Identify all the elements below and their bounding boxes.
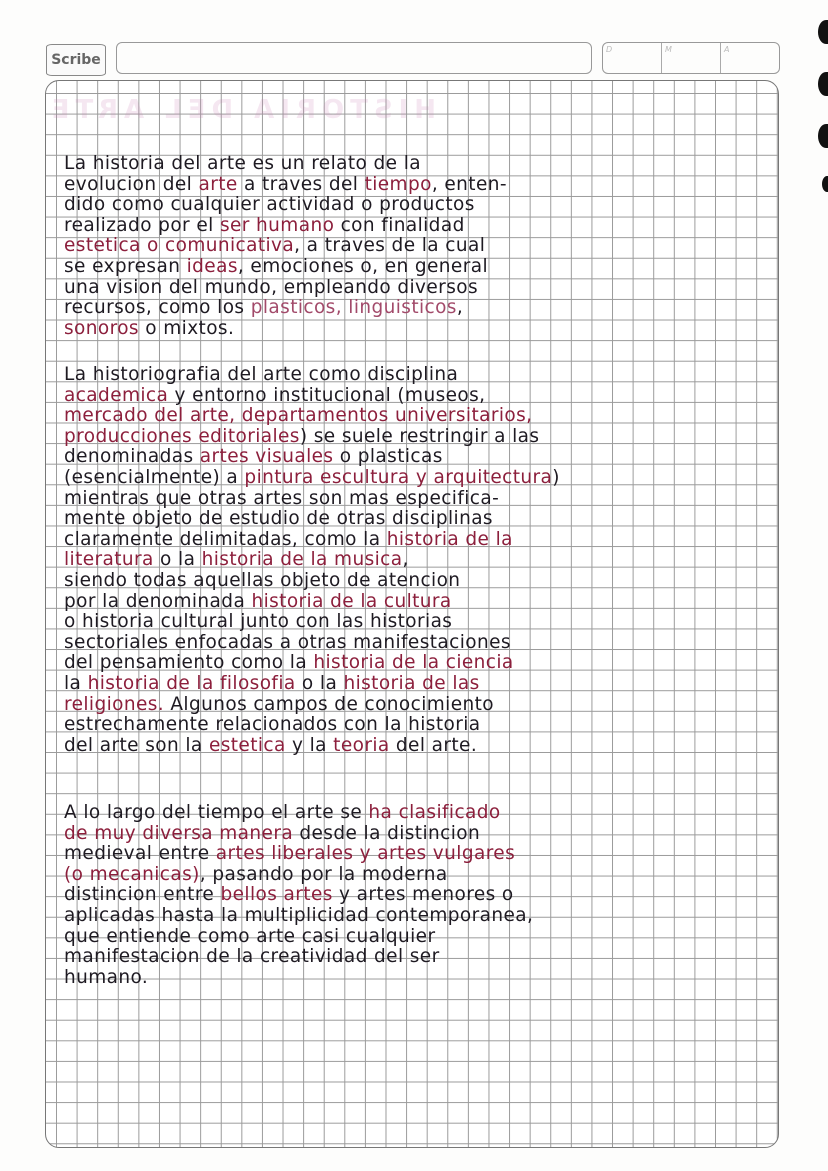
- text-line: [64, 427, 764, 448]
- text-segment: (esencialmente) a: [64, 466, 245, 489]
- text-line: [64, 715, 764, 736]
- text-line: [64, 154, 764, 175]
- paragraph-1: [64, 154, 764, 339]
- text-segment: literatura: [64, 549, 154, 571]
- text-segment: historia de la cultura: [251, 590, 452, 612]
- text-segment: , a traves de la cual: [294, 235, 486, 257]
- text-line: [64, 174, 764, 195]
- text-line: [64, 319, 764, 340]
- text-line: [64, 633, 764, 654]
- text-segment: del arte son la: [64, 734, 209, 756]
- text-line: [64, 926, 764, 947]
- text-segment: del arte.: [389, 734, 478, 756]
- text-segment: historia de la filosofia: [87, 672, 296, 695]
- text-line: [64, 447, 764, 468]
- text-segment: academica: [64, 384, 169, 406]
- text-segment: del pensamiento como la: [64, 652, 314, 674]
- text-segment: o plasticas: [333, 446, 443, 468]
- text-line: [64, 530, 764, 551]
- text-line: [64, 298, 764, 319]
- text-segment: La historiografia del arte como disciplina: [64, 363, 459, 386]
- text-segment: mientras que otras artes son mas especifica-: [64, 487, 500, 509]
- text-segment: historia de la: [386, 528, 513, 550]
- text-segment: ideas: [186, 255, 238, 278]
- text-segment: estetica o comunicativa: [64, 235, 295, 257]
- text-segment: artes liberales y artes vulgares: [215, 842, 516, 865]
- text-segment: evolucion del: [64, 173, 199, 195]
- text-segment: teoria: [333, 734, 390, 756]
- text-segment: o la: [153, 549, 202, 571]
- text-line: [64, 365, 764, 386]
- text-segment: arte: [198, 173, 238, 195]
- text-segment: y la: [285, 734, 334, 756]
- text-segment: ser humano: [219, 214, 335, 236]
- text-segment: a traves del: [237, 173, 365, 195]
- paragraph-3: [64, 803, 764, 988]
- date-month[interactable]: M: [662, 43, 721, 73]
- spiral-binding: [808, 0, 828, 1171]
- text-segment: ,: [456, 296, 464, 319]
- text-segment: sectoriales enfocadas a otras manifestaciones: [64, 631, 511, 653]
- text-segment: La historia del arte es un relato de la: [64, 152, 421, 175]
- text-segment: historia de la ciencia: [313, 652, 514, 674]
- text-segment: una vision del mundo, empleando diversos: [64, 276, 478, 298]
- text-segment: mente objeto de estudio de otras disciplinas: [64, 507, 493, 530]
- text-segment: o la: [295, 672, 344, 695]
- text-segment: medieval entre: [64, 842, 216, 865]
- binding-hole: [818, 20, 828, 44]
- text-segment: claramente delimitadas, como la: [64, 528, 387, 550]
- text-line: [64, 277, 764, 298]
- text-line: [64, 509, 764, 530]
- text-line: [64, 257, 764, 278]
- text-line: [64, 236, 764, 257]
- text-line: [64, 906, 764, 927]
- text-line: [64, 885, 764, 906]
- text-segment: , pasando por la moderna: [199, 863, 448, 885]
- text-line: [64, 653, 764, 674]
- text-segment: recursos, como los: [64, 296, 251, 319]
- binding-hole: [818, 72, 828, 96]
- text-segment: humano.: [64, 966, 149, 988]
- text-line: [64, 216, 764, 237]
- date-day[interactable]: D: [603, 43, 662, 73]
- text-line: [64, 694, 764, 715]
- text-line: [64, 674, 764, 695]
- brand-logo: Scribe: [46, 44, 106, 76]
- text-segment: ) se suele restringir a las: [299, 425, 540, 447]
- text-line: [64, 803, 764, 824]
- text-segment: ): [552, 466, 560, 489]
- text-line: [64, 195, 764, 216]
- text-line: [64, 947, 764, 968]
- text-line: [64, 571, 764, 592]
- text-segment: que entiende como arte casi cualquier: [64, 925, 436, 947]
- text-segment: por la denominada: [64, 590, 252, 612]
- text-segment: siendo todas aquellas objeto de atencion: [64, 569, 461, 592]
- bleed-through-title: HISTORIA DEL ARTE: [45, 95, 436, 125]
- date-field[interactable]: [602, 42, 780, 74]
- text-segment: o historia cultural junto con las historias: [64, 610, 453, 633]
- text-segment: manifestacion de la creatividad del ser: [64, 945, 440, 968]
- text-segment: se expresan: [64, 255, 187, 278]
- text-segment: aplicadas hasta la multiplicidad contemporanea,: [64, 904, 534, 927]
- grid-page: [45, 80, 779, 1148]
- text-line: [64, 591, 764, 612]
- text-segment: (o mecanicas): [64, 863, 200, 885]
- text-segment: estrechamente relacionados con la historia: [64, 713, 481, 736]
- text-line: [64, 844, 764, 865]
- text-segment: la: [64, 672, 88, 695]
- text-line: [64, 612, 764, 633]
- text-segment: distincion entre: [64, 884, 221, 906]
- paragraph-2: [64, 365, 764, 756]
- text-segment: denominadas: [64, 446, 200, 468]
- text-line: [64, 406, 764, 427]
- text-segment: religiones.: [64, 693, 165, 715]
- text-segment: de muy diversa manera: [64, 822, 294, 844]
- text-segment: desde la distincion: [293, 822, 481, 844]
- text-segment: tiempo: [364, 173, 432, 195]
- text-segment: historia de la musica: [201, 549, 403, 571]
- notebook-header: [46, 42, 776, 74]
- text-line: [64, 865, 764, 886]
- text-line: [64, 488, 764, 509]
- text-line: [64, 968, 764, 989]
- text-line: [64, 823, 764, 844]
- text-segment: con finalidad: [334, 214, 465, 236]
- text-line: [64, 550, 764, 571]
- text-segment: pintura escultura y arquitectura: [244, 466, 553, 489]
- text-segment: y entorno institucional (museos,: [168, 384, 486, 406]
- text-segment: sonoros: [64, 317, 139, 339]
- text-segment: realizado por el: [64, 214, 220, 236]
- text-segment: y artes menores o: [332, 884, 514, 906]
- text-segment: Algunos campos de conocimiento: [164, 693, 495, 715]
- text-segment: plasticos, linguisticos: [250, 296, 457, 319]
- text-segment: ha clasificado: [368, 801, 501, 824]
- text-segment: , emociones o, en general: [237, 255, 488, 278]
- title-field[interactable]: [116, 42, 592, 74]
- text-segment: artes visuales: [199, 446, 334, 468]
- text-line: [64, 735, 764, 756]
- text-segment: dido como cualquier actividad o productos: [64, 193, 475, 216]
- text-line: [64, 385, 764, 406]
- text-segment: producciones editoriales: [64, 425, 300, 447]
- text-segment: A lo largo del tiempo el arte se: [64, 801, 369, 824]
- text-segment: , enten-: [431, 173, 507, 195]
- text-segment: bellos artes: [220, 884, 333, 906]
- text-segment: mercado del arte, departamentos universitarios,: [64, 404, 533, 427]
- text-line: [64, 468, 764, 489]
- binding-hole: [822, 176, 828, 192]
- text-segment: historia de las: [343, 672, 480, 695]
- text-segment: estetica: [208, 734, 286, 756]
- text-segment: o mixtos.: [138, 317, 235, 339]
- date-year[interactable]: A: [724, 45, 730, 54]
- binding-hole: [818, 124, 828, 148]
- text-segment: ,: [402, 549, 409, 571]
